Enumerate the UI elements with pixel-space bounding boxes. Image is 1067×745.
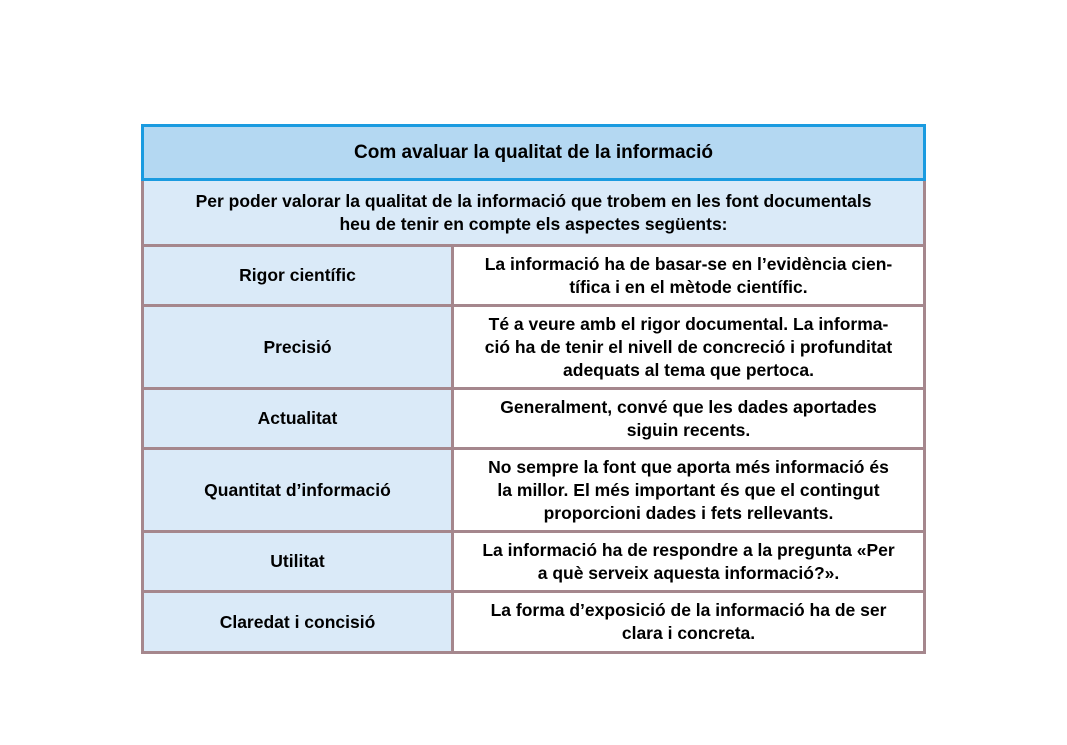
table-row: [141, 247, 926, 307]
description-text: Generalment, convé que les dades aportades siguin recents.: [500, 396, 877, 440]
aspect-label: Quantitat d’informació: [204, 479, 391, 500]
table-intro: [141, 181, 926, 247]
description-text: Té a veure amb el rigor documental. La informa- ció ha de tenir el nivell de concreció i profunditat adequats al tema que pertoca.: [484, 313, 893, 380]
description-text: La informació ha de basar-se en l’evidència cien- tífica i en el mètode científic.: [484, 253, 893, 297]
description-text: La forma d’exposició de la informació ha de ser clara i concreta.: [490, 600, 887, 643]
quality-table: [141, 124, 926, 654]
description-cell: [454, 450, 923, 530]
aspect-cell: [144, 533, 454, 590]
aspect-cell: [144, 450, 454, 530]
aspect-cell: [144, 247, 454, 304]
aspect-label: Rigor científic: [239, 265, 356, 285]
table-row: [141, 533, 926, 593]
aspect-label: Precisió: [263, 336, 332, 357]
aspect-cell: [144, 390, 454, 447]
aspect-label: Claredat i concisió: [219, 611, 376, 632]
description-cell: [454, 247, 923, 304]
description-cell: [454, 307, 923, 387]
description-cell: [454, 390, 923, 447]
table-row: [141, 450, 926, 533]
table-row: [141, 390, 926, 450]
table-row: [141, 593, 926, 654]
table-intro-text: Per poder valorar la qualitat de la informació que trobem en les font documentals heu de tenir en compte els aspectes següents:: [195, 190, 872, 234]
aspect-cell: [144, 307, 454, 387]
description-cell: [454, 533, 923, 590]
table-row: [141, 307, 926, 390]
aspect-label: Utilitat: [270, 551, 325, 571]
description-text: La informació ha de respondre a la pregunta «Per a què serveix aquesta informació?».: [482, 539, 895, 583]
table-title-text: Com avaluar la qualitat de la informació: [354, 141, 713, 163]
aspect-cell: [144, 593, 454, 651]
description-cell: [454, 593, 923, 651]
aspect-label: Actualitat: [257, 408, 338, 428]
table-title: [141, 124, 926, 181]
description-text: No sempre la font que aporta més informació és la millor. El més important és que el contingut proporcioni dades i fets rellevants.: [488, 456, 889, 523]
